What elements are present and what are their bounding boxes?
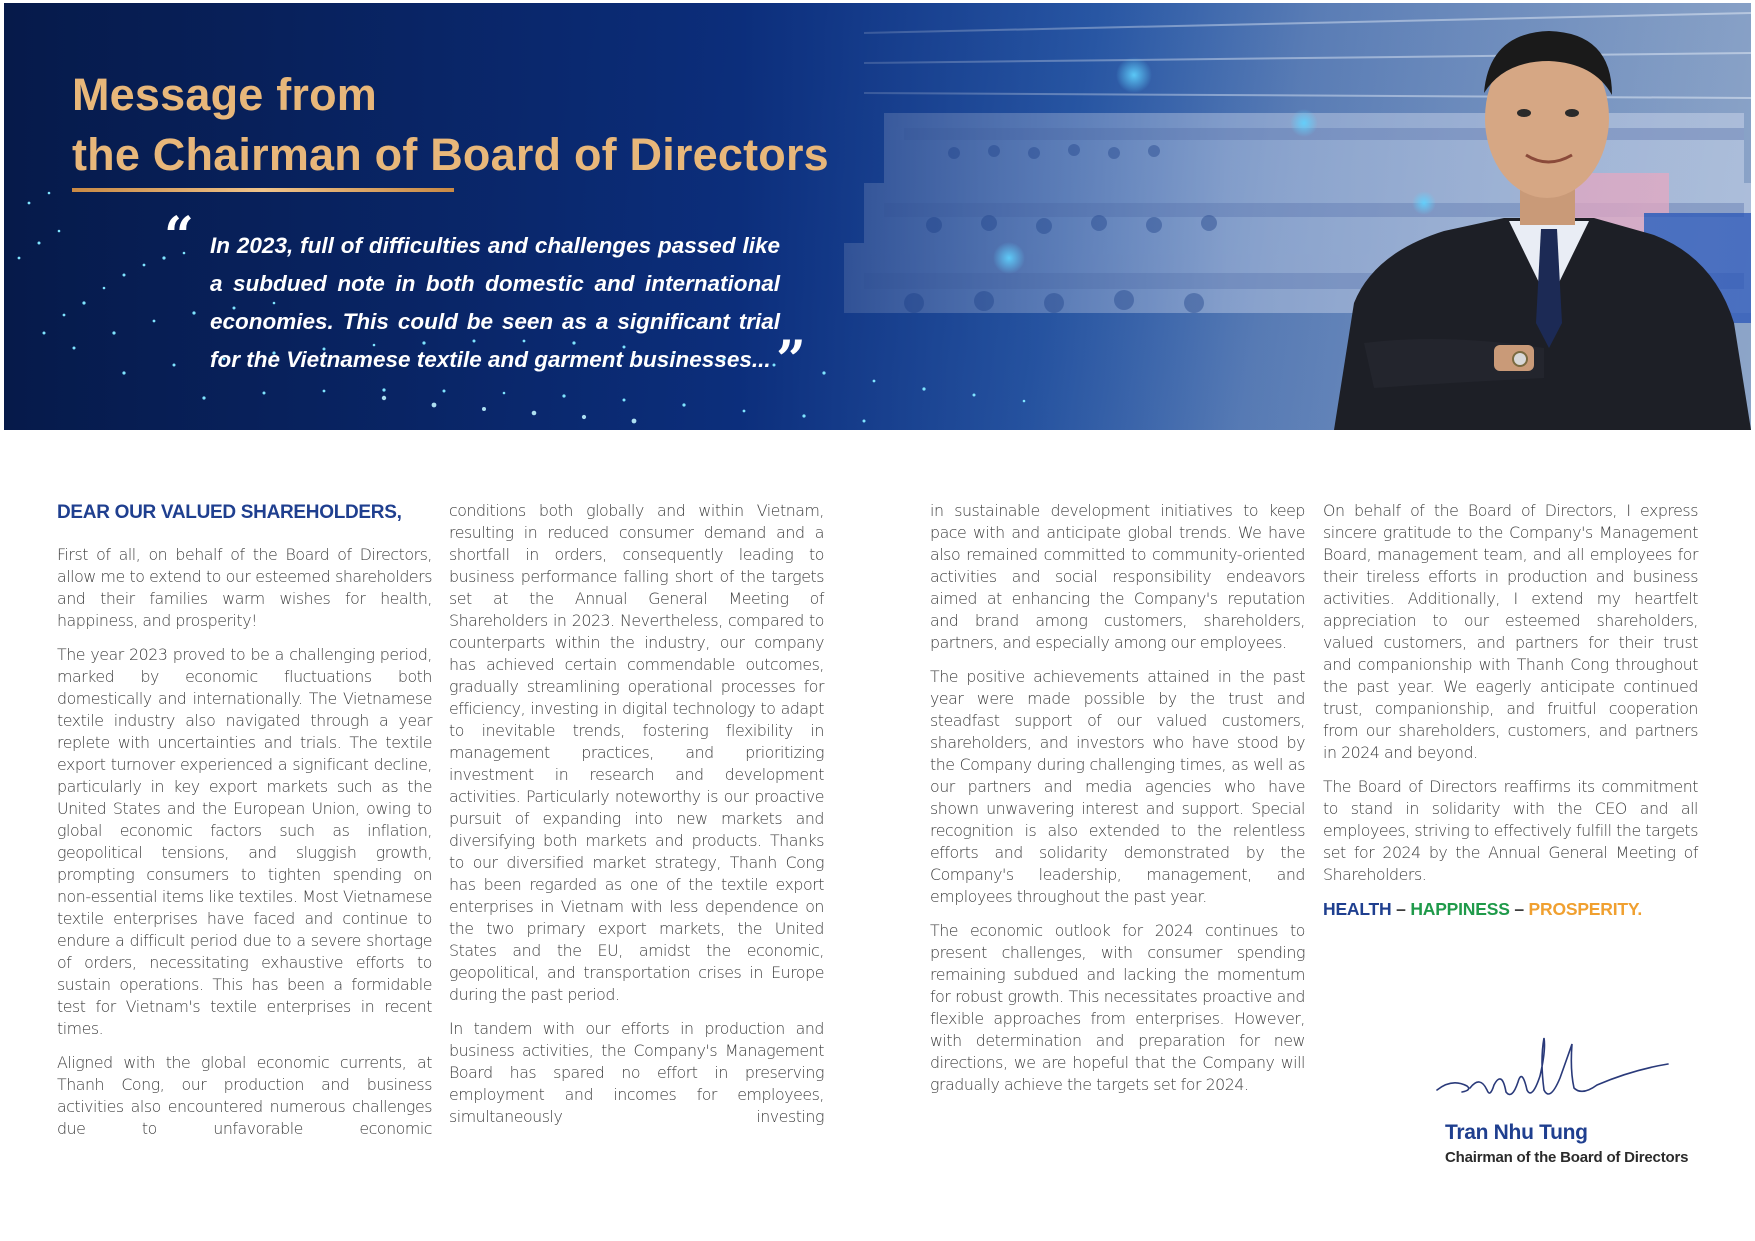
title-underline <box>72 188 454 192</box>
letter-column-3 <box>930 500 1305 1108</box>
paragraph: conditions both globally and within Vietnam, resulting in reduced consumer demand and a shortfall in orders, consequently leading to business performance falling short of the targets set at the Annual General Meeting of Shareholders in 2023. Nevertheless, compared to counterparts within the industry, our company has achieved certain commendable outcomes, gradually streamlining operational processes for efficiency, investing in digital technology to adapt to inevitable trends, fostering flexibility in management practices, and prioritizing investment in research and development activities. Particularly noteworthy is our proactive pursuit of expanding into new markets and diversifying both markets and products. Thanks to our diversified market strategy, Thanh Cong has been regarded as one of the textile export enterprises in Vietnam with less dependence on the two primary export markets, the United States and the EU, amidst the economic, geopolitical, and transportation crises in Europe during the past period. <box>449 501 824 1004</box>
chairman-quote: In 2023, full of difficulties and challenges passed like a subdued note in both domestic and international economies. This could be seen as a significant trial for the Vietnamese textile and garment businesses... <box>210 233 780 372</box>
paragraph: In tandem with our efforts in production and business activities, the Company's Management Board has spared no effort in preserving employment and incomes for employees, simultaneously investing <box>449 1019 824 1126</box>
paragraph: The positive achievements attained in the past year were made possible by the trust and steadfast support of our valued customers, shareholders, and investors who have stood by the Company during challenging times, as well as our partners and media agencies who have shown unwavering interest and support. Special recognition is also extended to the relentless efforts and solidarity demonstrated by the Company's leadership, management, and employees throughout the past year. <box>930 667 1305 906</box>
handwritten-signature <box>1432 1030 1672 1110</box>
header-banner <box>4 3 1751 430</box>
motto-prosperity: PROSPERITY. <box>1528 899 1643 919</box>
chairman-portrait <box>1294 3 1751 430</box>
letter-column-1 <box>57 500 432 1152</box>
paragraph: First of all, on behalf of the Board of Directors, allow me to extend to our esteemed shareholders and their families warm wishes for health, happiness, and prosperity! <box>57 545 432 630</box>
paragraph: in sustainable development initiatives to keep pace with and anticipate global trends. We have also remained committed to community-oriented activities and social responsibility endeavors aimed at enhancing the Company's reputation and brand among customers, shareholders, partners, and especially among our employees. <box>930 501 1305 652</box>
paragraph: The year 2023 proved to be a challenging period, marked by economic fluctuations both domestically and internationally. The Vietnamese textile industry also navigated through a year replete with uncertainties and trials. The textile export turnover experienced a significant decline, particularly in key export markets such as the United States and the European Union, owing to global economic factors such as inflation, geopolitical tensions, and sluggish growth, prompting consumers to tighten spending on non-essential items like textiles. Most Vietnamese textile enterprises have faced and continue to endure a difficult period due to a severe shortage of orders, necessitating exhaustive efforts to sustain operations. This has been a formidable test for Vietnam's textile enterprises in recent times. <box>57 645 432 1038</box>
paragraph: The economic outlook for 2024 continues to present challenges, with consumer spending remaining subdued and lacking the momentum for robust growth. This necessitates proactive and flexible approaches from enterprises. However, with determination and preparation for new directions, we are hopeful that the Company will gradually achieve the targets set for 2024. <box>930 921 1305 1094</box>
motto-happiness: HAPPINESS <box>1410 899 1510 919</box>
close-quote-mark: ” <box>776 330 806 391</box>
banner-title-line1: Message from <box>72 69 378 120</box>
banner-title <box>72 65 829 185</box>
motto-health: HEALTH <box>1323 899 1392 919</box>
open-quote-mark: “ <box>164 206 194 267</box>
banner-title-line2: the Chairman of Board of Directors <box>72 129 829 180</box>
letter-column-4 <box>1323 500 1698 920</box>
motto-separator: – <box>1391 899 1411 919</box>
paragraph: On behalf of the Board of Directors, I express sincere gratitude to the Company's Management Board, management team, and all employees for their tireless efforts in production and business activities. Additionally, I extend my heartfelt appreciation to our esteemed shareholders, valued customers, and partners for their trust and companionship with Thanh Cong throughout the past year. We eagerly anticipate continued trust, companionship, and fruitful cooperation from our shareholders, customers, and partners in 2024 and beyond. <box>1323 501 1698 762</box>
signer-title: Chairman of the Board of Directors <box>1445 1149 1689 1166</box>
paragraph: The Board of Directors reaffirms its commitment to stand in solidarity with the CEO and all employees, striving to effectively fulfill the targets set for 2024 by the Annual General Meeting of Shareholders. <box>1323 777 1698 884</box>
greeting-heading: DEAR OUR VALUED SHAREHOLDERS, <box>57 502 402 523</box>
letter-column-2 <box>449 500 824 1140</box>
signer-name: Tran Nhu Tung <box>1445 1121 1588 1144</box>
motto <box>1323 898 1698 920</box>
paragraph: Aligned with the global economic currents, at Thanh Cong, our production and business activities also encountered numerous challenges due to unfavorable economic <box>57 1053 432 1138</box>
motto-separator: – <box>1509 899 1529 919</box>
